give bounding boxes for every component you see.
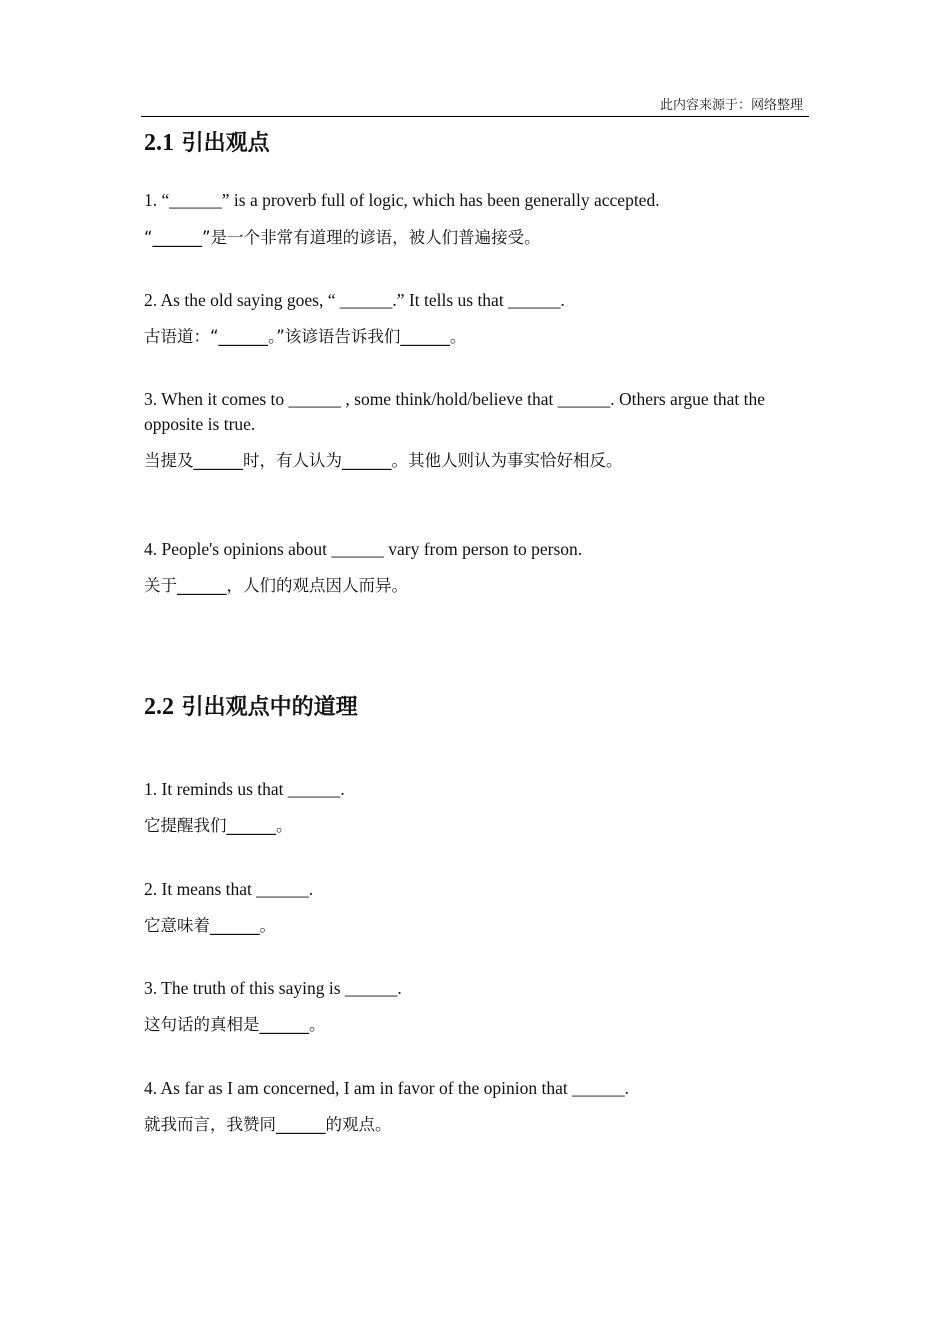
header-source-note: 此内容来源于：网络整理 (659, 98, 803, 113)
phrase-english: 1. “______” is a proverb full of logic, which has been generally accepted. (144, 190, 660, 210)
phrase-english: 1. It reminds us that ______. (144, 779, 345, 799)
phrase-english: 4. As far as I am concerned, I am in favor of the opinion that ______. (144, 1078, 630, 1098)
phrase-chinese: 古语道：“______。”该谚语告诉我们______。 (144, 327, 467, 346)
phrase-english: 3. The truth of this saying is ______. (144, 978, 402, 998)
header-divider (141, 116, 809, 117)
phrase-english: 2. As the old saying goes, “ ______.” It tells us that ______. (144, 290, 565, 310)
phrase-chinese: 就我而言，我赞同______的观点。 (144, 1115, 392, 1134)
phrase-chinese: 当提及______时，有人认为______。其他人则认为事实恰好相反。 (144, 451, 623, 470)
phrase-english: 4. People's opinions about ______ vary from person to person. (144, 539, 583, 559)
section-number: 2.2 (144, 694, 174, 720)
phrase-chinese: “______”是一个非常有道理的谚语，被人们普遍接受。 (144, 228, 541, 247)
phrase-english: 3. When it comes to ______ , some think/hold/believe that ______. Others argue that the opposite is true. (144, 389, 765, 434)
phrase-english: 2. It means that ______. (144, 879, 314, 899)
section-title: 引出观点中的道理 (181, 695, 358, 720)
section-title: 引出观点 (181, 131, 270, 156)
phrase-chinese: 它意味着______。 (144, 916, 276, 935)
phrase-chinese: 关于______，人们的观点因人而异。 (144, 576, 408, 595)
phrase-chinese: 这句话的真相是______。 (144, 1015, 326, 1034)
phrase-chinese: 它提醒我们______。 (144, 816, 293, 835)
section-number: 2.1 (144, 130, 174, 156)
section-heading-2-2 (144, 690, 358, 721)
section-heading-2-1 (144, 126, 270, 157)
